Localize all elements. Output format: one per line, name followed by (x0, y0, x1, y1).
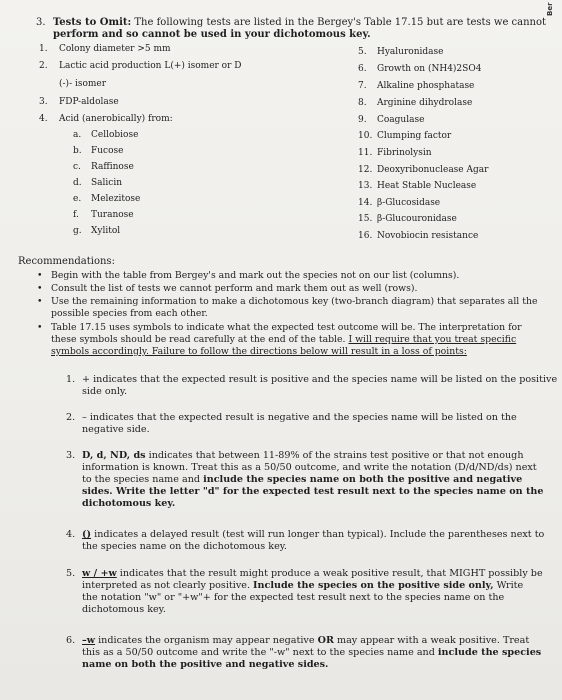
recommendation-bullet: • Table 17.15 uses symbols to indicate what the expected test outcome will be. The interpretation for (51, 322, 522, 333)
rule-desc: indicates that between 11-89% of the strains test positive or that not enough (145, 450, 524, 461)
right-item-num: 5. (358, 47, 367, 57)
recommendation-bullet: • Begin with the table from Bergey's and mark out the species not on our list (columns). (51, 270, 459, 281)
left-item-num: 4. (39, 114, 48, 124)
rule-emphasis: OR (317, 635, 334, 646)
recommendation-underlined: symbols accordingly. Failure to follow the directions below will result in a loss of points: (51, 346, 467, 357)
recommendations-heading: Recommendations: (18, 256, 115, 267)
sub-item-letter: f. (73, 210, 79, 220)
rule-symbol: D, d, ND, ds (82, 450, 146, 461)
rule-text: + indicates that the expected result is positive and the species name will be listed on the positive (82, 374, 558, 385)
rule-number: 5. (66, 568, 76, 579)
right-item-text: β-Glucosidase (377, 198, 441, 208)
right-item-num: 8. (358, 98, 367, 108)
left-item-text: (-)- isomer (59, 79, 107, 89)
recommendation-bullet-cont (51, 334, 516, 345)
rule-text (82, 529, 544, 540)
right-item-num: 7. (358, 81, 367, 91)
section-heading-line2: perform and so cannot be used in your dichotomous key. (53, 29, 371, 40)
rule-text (82, 450, 524, 461)
right-item-text: Hyaluronidase (377, 47, 444, 57)
rule-text: the species name on the dichotomous key. (82, 541, 287, 552)
sub-item-letter: d. (73, 178, 82, 188)
rule-symbol: () (82, 529, 92, 540)
sub-item-text: Melezitose (91, 194, 141, 204)
rule-emphasis: include the species (437, 647, 542, 658)
rule-desc: indicates the organism may appear negative (95, 635, 318, 646)
sub-item-text: Turanose (91, 210, 134, 220)
rule-text: – indicates that the expected result is negative and the species name will be listed on the (82, 412, 517, 423)
recommendation-bullet-cont: possible species from each other. (51, 308, 208, 319)
sub-item-text: Cellobiose (91, 130, 139, 140)
recommendation-bullet: • Use the remaining information to make a dichotomous key (two-branch diagram) that separates all the (51, 296, 537, 307)
rule-emphasis: dichotomous key. (82, 498, 176, 509)
right-item-num: 14. (358, 198, 373, 208)
right-item-text: Coagulase (377, 115, 425, 125)
sub-item-letter: g. (73, 226, 82, 236)
rule-desc: interpreted as not clearly positive. (82, 580, 254, 591)
sub-item-text: Raffinose (91, 162, 134, 172)
rule-number: 2. (66, 412, 76, 423)
rule-desc: this as a 50/50 outcome and write the "-w" next to the species name and (82, 647, 438, 658)
right-item-num: 6. (358, 64, 367, 74)
rule-number: 4. (66, 529, 76, 540)
rule-text (82, 647, 541, 658)
rule-symbol: –w (82, 635, 96, 646)
right-item-text: Fibrinolysin (377, 148, 432, 158)
sub-item-letter: c. (73, 162, 81, 172)
rule-text (82, 474, 522, 485)
sub-item-text: Xylitol (91, 226, 121, 236)
rule-text (82, 580, 523, 591)
rule-emphasis: sides. Write the letter "d" for the expected test result next to the species name on the (82, 486, 544, 497)
sub-item-letter: e. (73, 194, 82, 204)
right-item-text: Arginine dihydrolase (377, 98, 473, 108)
rule-desc: Write (493, 580, 524, 591)
right-item-text: Heat Stable Nuclease (377, 181, 477, 191)
left-item-text: FDP-aldolase (59, 97, 119, 107)
right-item-num: 11. (358, 148, 373, 158)
rule-emphasis: include the species name on both the positive and negative (203, 474, 523, 485)
right-item-text: Alkaline phosphatase (377, 81, 475, 91)
recommendation-underlined: I will require that you treat specific (348, 334, 517, 345)
recommendation-text: these symbols should be read carefully at the end of the table. (51, 334, 346, 345)
recommendation-bullet: • Consult the list of tests we cannot perform and mark them out as well (rows). (51, 283, 417, 294)
right-item-text: Growth on (NH4)2SO4 (377, 64, 482, 74)
left-item-text: Acid (anerobically) from: (59, 114, 173, 124)
sub-item-text: Fucose (91, 146, 124, 156)
rule-desc: may appear with a weak positive. Treat (333, 635, 530, 646)
left-item-num: 1. (39, 44, 48, 54)
right-item-num: 15. (358, 214, 373, 224)
right-item-text: β-Glucouronidase (377, 214, 457, 224)
sub-item-letter: b. (73, 146, 82, 156)
rule-emphasis: name on both the positive and negative sides. (82, 659, 329, 670)
left-item-num: 2. (39, 61, 48, 71)
right-item-num: 9. (358, 115, 367, 125)
left-item-num: 3. (39, 97, 48, 107)
section-number: 3. (36, 17, 46, 28)
rule-desc: indicates a delayed result (test will run longer than typical). Include the parentheses next to (91, 529, 545, 540)
rule-text: the notation "w" or "+w"+ for the expected test result next to the species name on the (82, 592, 505, 603)
rule-text (82, 568, 543, 579)
rule-symbol: w / +w (82, 568, 117, 579)
rule-text: information is known. Treat this as a 50/50 outcome, and write the notation (D/d/ND/ds) next (82, 462, 537, 473)
sub-item-letter: a. (73, 130, 82, 140)
rule-text: side only. (82, 386, 128, 397)
sub-item-text: Salicin (91, 178, 123, 188)
corner-tab-label: Ber (546, 2, 554, 16)
left-item-text: Colony diameter >5 mm (59, 44, 171, 54)
rule-text (82, 635, 529, 646)
rule-number: 6. (66, 635, 76, 646)
rule-desc: indicates that the result might produce a weak positive result, that MIGHT possibly be (116, 568, 543, 579)
right-item-text: Novobiocin resistance (377, 231, 479, 241)
right-item-num: 10. (358, 131, 373, 141)
left-item-text: Lactic acid production L(+) isomer or D (59, 61, 242, 71)
right-item-num: 12. (358, 165, 373, 175)
right-item-text: Deoxyribonuclease Agar (377, 165, 489, 175)
rule-desc: to the species name and (82, 474, 204, 485)
section-title: Tests to Omit: (53, 17, 132, 28)
rule-number: 1. (66, 374, 76, 385)
rule-text: negative side. (82, 424, 150, 435)
rule-emphasis: Include the species on the positive side only, (253, 580, 494, 591)
section-heading-line1 (53, 17, 546, 28)
right-item-num: 16. (358, 231, 373, 241)
rule-number: 3. (66, 450, 76, 461)
section-intro: The following tests are listed in the Bergey's Table 17.15 but are tests we cannot (134, 17, 547, 28)
rule-text: dichotomous key. (82, 604, 166, 615)
right-item-num: 13. (358, 181, 373, 191)
right-item-text: Clumping factor (377, 131, 452, 141)
